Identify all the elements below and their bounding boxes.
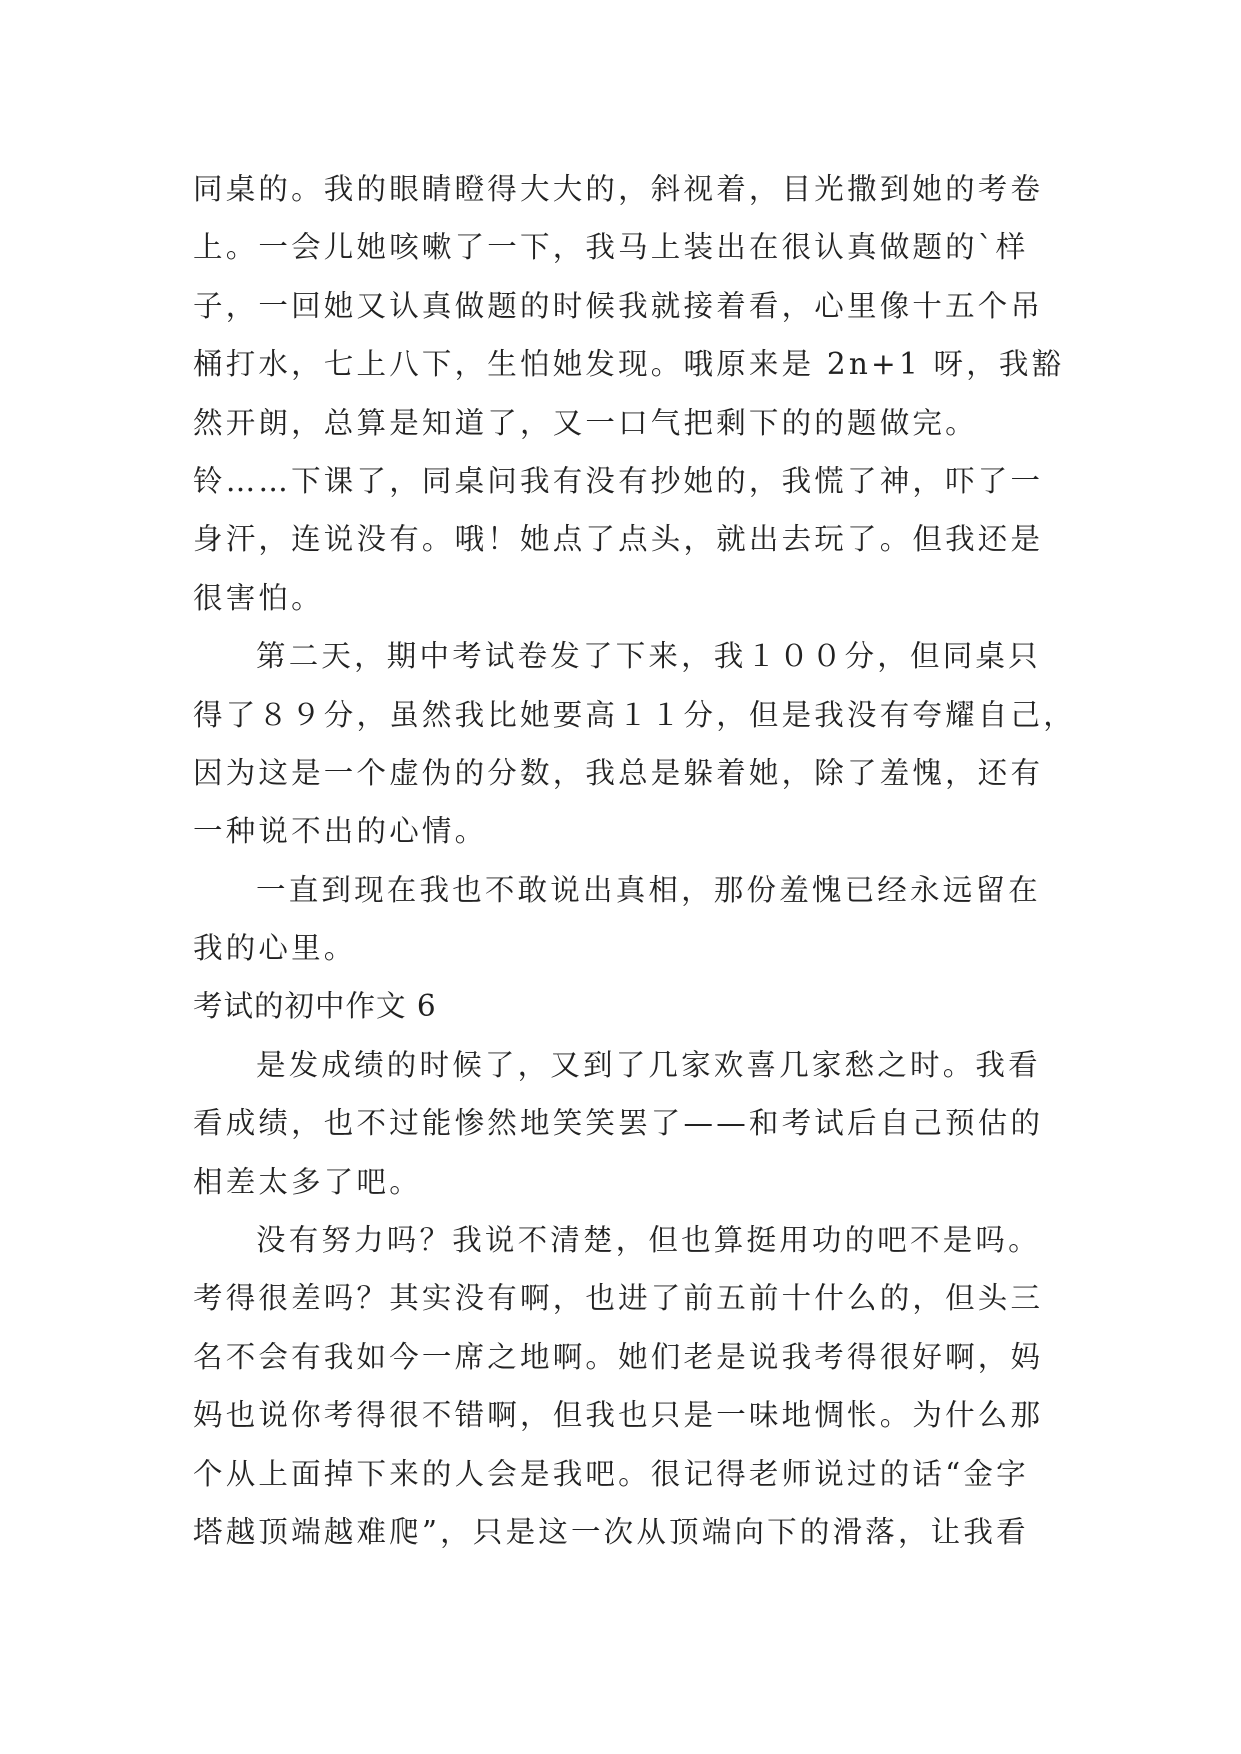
- text-line: 相差太多了吧。: [193, 1164, 422, 1199]
- text-line: 考得很差吗？其实没有啊，也进了前五前十什么的，但头三: [193, 1281, 1044, 1316]
- text-line: 个从上面掉下来的人会是我吧。很记得老师说过的话“金字: [193, 1456, 1029, 1491]
- paragraph-start-line: 一直到现在我也不敢说出真相，那份羞愧已经永远留在: [256, 872, 1041, 907]
- text-line: 上。一会儿她咳嗽了一下，我马上装出在很认真做题的`样: [193, 230, 1029, 265]
- paragraph-start-line: 第二天，期中考试卷发了下来，我１００分，但同桌只: [256, 639, 1041, 674]
- paragraph-start-line: 没有努力吗？我说不清楚，但也算挺用功的吧不是吗。: [256, 1223, 1041, 1258]
- section-heading: 考试的初中作文 6: [193, 989, 437, 1024]
- text-line: 因为这是一个虚伪的分数，我总是躲着她，除了羞愧，还有: [193, 755, 1044, 790]
- text-line: 桶打水，七上八下，生怕她发现。哦原来是 2n+1 呀，我豁: [193, 347, 1065, 382]
- text-line: 铃……下课了，同桌问我有没有抄她的，我慌了神，吓了一: [193, 463, 1044, 498]
- text-line: 子，一回她又认真做题的时候我就接着看，心里像十五个吊: [193, 288, 1044, 323]
- text-line: 身汗，连说没有。哦！她点了点头，就出去玩了。但我还是: [193, 522, 1044, 557]
- text-line: 看成绩，也不过能惨然地笑笑罢了——和考试后自己预估的: [193, 1106, 1044, 1141]
- essay-body: [193, 160, 1076, 1561]
- text-line: 同桌的。我的眼睛瞪得大大的，斜视着，目光撒到她的考卷: [193, 172, 1044, 206]
- text-line: 得了８９分，虽然我比她要高１１分，但是我没有夸耀自己，: [193, 697, 1076, 732]
- text-line: 我的心里。: [193, 931, 357, 966]
- text-line: 塔越顶端越难爬”，只是这一次从顶端向下的滑落，让我看: [193, 1514, 1029, 1549]
- paragraph-start-line: 是发成绩的时候了，又到了几家欢喜几家愁之时。我看: [256, 1047, 1041, 1082]
- text-line: 妈也说你考得很不错啊，但我也只是一味地惆怅。为什么那: [193, 1398, 1044, 1433]
- text-line: 很害怕。: [193, 580, 324, 615]
- text-line: 名不会有我如今一席之地啊。她们老是说我考得很好啊，妈: [193, 1339, 1044, 1374]
- text-line: 一种说不出的心情。: [193, 814, 488, 849]
- text-line: 然开朗，总算是知道了，又一口气把剩下的的题做完。: [193, 405, 978, 440]
